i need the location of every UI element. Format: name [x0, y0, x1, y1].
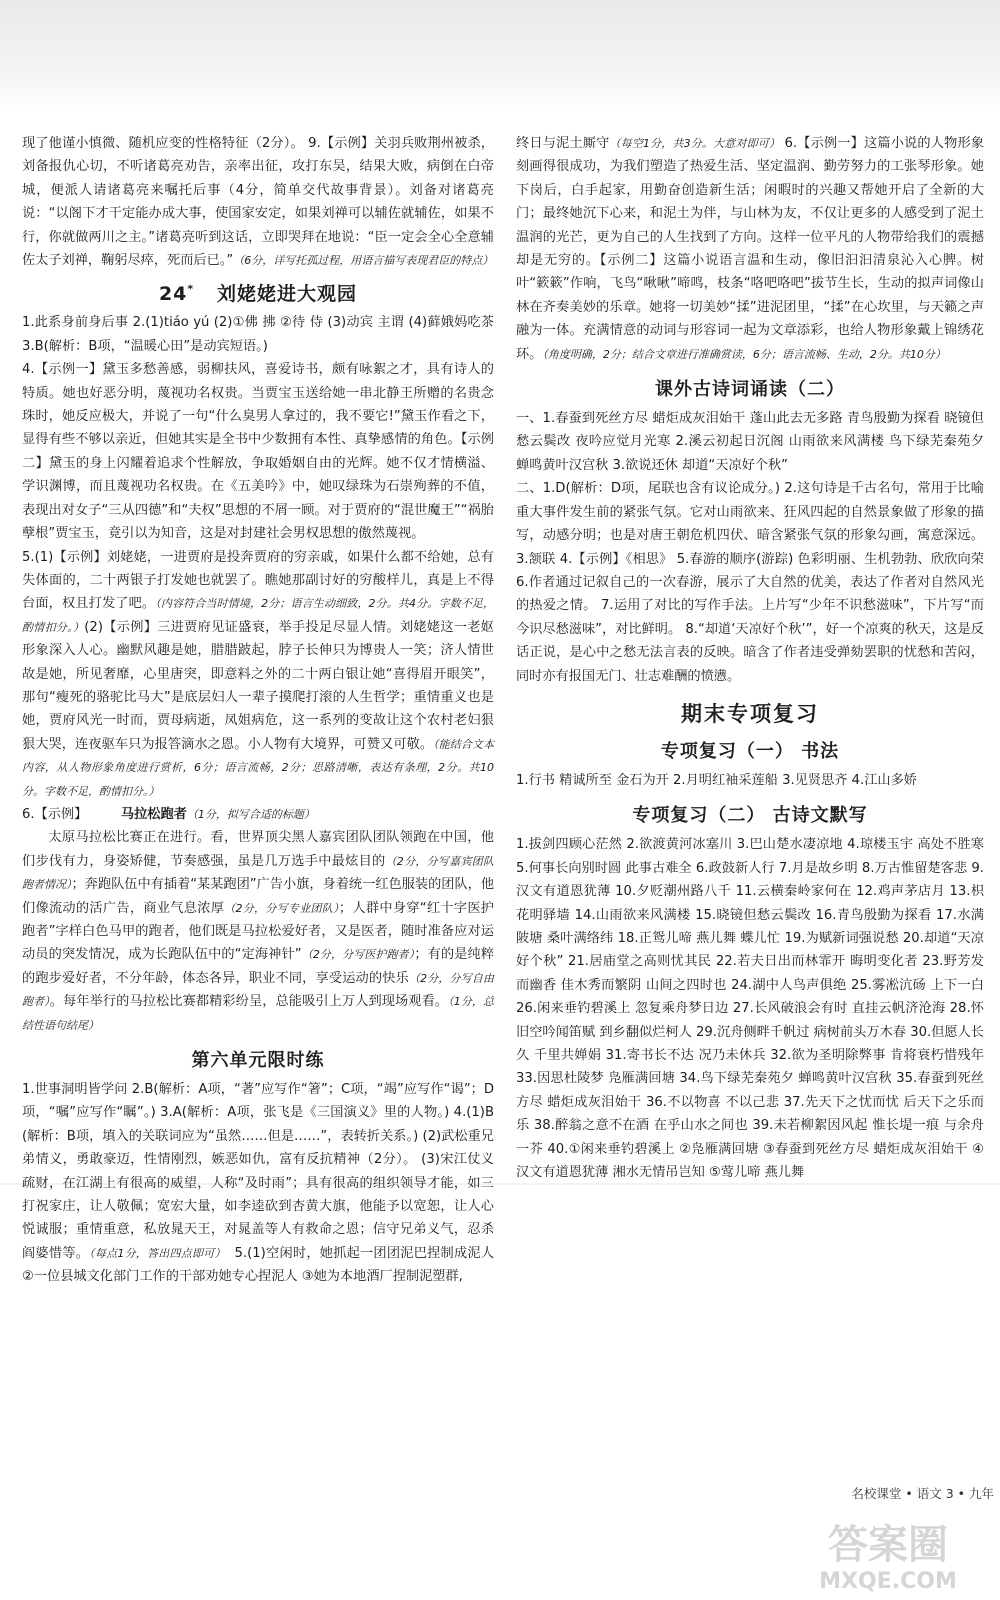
watermark-sub-text: MXQE.COM — [819, 1569, 957, 1594]
watermark-logo — [780, 1510, 996, 1595]
lesson-24-q1-3: 1.此系身前身后事 2.(1)tiáo yú (2)①佛 拂 ②待 侍 (3)动宾 主谓 (4)藓娥妈吃茶 3.B(解析：B项，“温暖心田”是动宾短语。) — [22, 315, 494, 354]
lesson-24-heading: 24* 刘姥姥进大观园 — [158, 283, 358, 306]
review-2-heading: 专项复习（二） 古诗文默写 — [632, 805, 868, 827]
unit-6-answers: 1.世事洞明皆学问 2.B(解析：A项，“著”应写作“箸”；C项，“竭”应写作“谒”；D项，“嘱”应写作“瞩”。) 3.A(解析：A项，张飞是《三国演义》里的人物。) 4.(1)B(解析：B项，填入的关联词应为“虽然……但是……”，表转折关系。) (2)武松重兄弟情义，勇敢豪迈，性情刚烈，嫉恶如仇，富有反抗精神（2分）。 (3)宋江仗义疏财，在江湖上有很高的威望，人称“及时雨”；具有很高的组织领导才能，如三打祝家庄，让人敬佩；宽宏大量，如李逵砍到杏黄大旗，他能予以宽恕，让人心悦诚服；重情重意，私放晁天王，对晁盖等人有救命之恩；信守兄弟义气，忍杀阎婆惜等。（每点1分，答出四点即可） 5.(1)空闲时，她抓起一团团泥巴捏制成泥人 ②一位县城文化部门工作的干部劝她专心捏泥人 ③她为本地酒厂捏制泥塑群, — [22, 1082, 495, 1285]
poetry-part-1: 一、1.春蚕到死丝方尽 蜡炬成灰泪始干 蓬山此去无多路 青鸟殷勤为探看 晓镜但愁云鬓改 夜吟应觉月光寒 2.溪云初起日沉阁 山雨欲来风满楼 鸟下绿芜秦苑夕 蝉鸣黄叶汉宫秋 3.欲说还休 却道“天凉好个秋” — [516, 411, 984, 473]
answer-intro: 现了他谨小慎微、随机应变的性格特征（2分）。 9.【示例】关羽兵败荆州被杀，刘备报仇心切，不听诸葛亮劝告，亲率出征，攻打东吴，结果大败，病倒在白帝城，便派人请诸葛亮来嘱托后事（4分，简单交代故事背景）。刘备对诸葛亮说：“以阁下才干定能办成大事，使国家安定，如果刘禅可以辅佐就辅佐，如果不行，你就做两川之主。”诸葛亮听到这话，立即哭拜在地说：“臣一定会全心全意辅佐太子刘禅，鞠躬尽瘁，死而后已。”（6分，详写托孤过程，用语言描写表现君臣的特点） — [22, 136, 494, 269]
left-column — [22, 132, 494, 1289]
lesson-24-q6-essay: 太原马拉松比赛正在进行。看，世界顶尖黑人嘉宾团队团队领跑在中国，他们步伐有力，身姿矫健，节奏感强，虽是几万选手中最炫目的（2分，分写嘉宾团队跑者情况）；奔跑队伍中有插着“某某跑团”广告小旗，身着统一红色服装的团队，他们像流动的活广告，商业气息浓厚（2分，分写专业团队）；人群中身穿“红十字医护跑者”字样白色马甲的跑者，他们既是马拉松爱好者，又是医者，随时准备应对运动员的突发情况，成为长跑队伍中的“定海神针”（2分，分写医护跑者）；有的是纯粹的跑步爱好者，不分年龄，体态各异，职业不同，享受运动的快乐（2分，分写自由跑者）。每年举行的马拉松比赛都精彩纷呈，总能吸引上万人到现场观看。（1分，总结性语句结尾） — [22, 830, 495, 1032]
final-review-heading: 期末专项复习 — [681, 701, 819, 726]
poetry-part-2: 二、1.D(解析：D项，尾联也含有议论成分。) 2.这句诗是千古名句，常用于比喻重大事件发生前的紧张气氛。它对山雨欲来、狂风四起的自然景象做了形象的描写，动感分明；也是对唐王朝危机四伏、暗含紧张气氛的形象勾画，寓意深远。 3.颔联 4.【示例】《相思》 5.春游的顺序(游踪) 色彩明丽、生机勃勃、欣欣向荣 6.作者通过记叙自己的一次春游，展示了大自然的优美，表达了作者对自然风光的热爱之情。 7.运用了对比的写作手法。上片写“少年不识愁滋味”，下片写“而今识尽愁滋味”，对比鲜明。 8.“却道‘天凉好个秋’”，好一个凉爽的秋天，这是反话正说，是心中之愁无法言表的反映。暗含了作者违受弹劾罢职的忧愁和苦闷，同时亦有报国无门、壮志难酬的愤懑。 — [516, 481, 984, 684]
review-2-answers: 1.拔剑四顾心茫然 2.欲渡黄河冰塞川 3.巴山楚水凄凉地 4.琼楼玉宇 高处不胜寒 5.何事长向别时圆 此事古难全 6.政鼓新人行 7.月是故乡明 8.万古惟留楚客悲 9.汉文有道恩犹薄 10.夕贬潮州路八千 11.云横秦岭家何在 12.鸡声茅店月 13.枳花明驿墙 14.山雨欲来风满楼 15.晓镜但愁云鬓改 16.青鸟殷勤为探看 17.水满陂塘 桑叶满络纬 18.正鸳儿啼 燕儿舞 蝶儿忙 19.为赋新词强说愁 20.却道“天凉好个秋” 21.居庙堂之高则忧其民 22.若夫日出而林霏开 晦明变化者 23.野芳发而幽香 佳木秀而繁阴 山间之四时也 24.湖中人鸟声俱绝 25.雾凇沆砀 上下一白 26.闲来垂钓碧溪上 忽复乘舟梦日边 27.长风破浪会有时 直挂云帆济沧海 28.怀旧空吟闻笛赋 到乡翻似烂柯人 29.沉舟侧畔千帆过 病树前头万木春 30.但愿人长久 千里共婵娟 31.寄书长不达 况乃未休兵 32.欲为圣明除弊事 肯将衰朽惜残年 33.因思杜陵梦 凫雁满回塘 34.鸟下绿芜秦苑夕 蝉鸣黄叶汉宫秋 35.春蚕到死丝方尽 蜡炬成灰泪始干 36.不以物喜 不以己悲 37.先天下之忧而忧 后天下之乐而乐 38.醉翁之意不在酒 在乎山水之间也 39.未若柳絮因风起 惟长堤一痕 与余舟一芥 40.①闲来垂钓碧溪上 ②凫雁满回塘 ③春蚕到死丝方尽 蜡炬成灰泪始干 ④汉文有道恩犹薄 湘水无情吊岂知 ⑤莺儿啼 燕儿舞 — [516, 837, 984, 1181]
lesson-24-q5-1: 5.(1)【示例】刘姥姥，一进贾府是投奔贾府的穷亲戚，如果什么都不给她，总有失体面的，二十两银子打发她也就罢了。瞧她那副讨好的穷酸样儿，真是上不得台面，权且打发了吧。（内容符合当时情境，2分；语言生动细致，2分。共4分。字数不足，酌情扣分。）(2)【示例】三进贾府见证盛衰，举手投足尽显人情。刘姥姥这一老妪形象深入人心。幽默风趣是她，腊腊跛起，脖子长伸只为博贵人一笑；济人情世故是她，所见奢靡，心里唐突，即意料之外的二十两白银让她“喜得眉开眼笑”，那句“瘦死的骆驼比马大”是底层妇人一辈子摸爬打滚的人生哲学；重情重义也是她，贾府风光一时而，贾母病逝，凤姐病危，这一系列的变故让这个农村老妇狠狠大哭，连夜驱车只为报答滴水之恩。小人物有大境界，可赞又可敬。（能结合文本内容，从人物形象角度进行赏析，6分；语言流畅，2分；思路清晰，表达有条理，2分。共10分。字数不足，酌情扣分。） — [22, 549, 494, 798]
lesson-24-q6-title: 6.【示例】 马拉松跑者（1分，拟写合适的标题） — [22, 806, 315, 822]
review-1-heading: 专项复习（一） 书法 — [660, 740, 840, 762]
unit-6-heading: 第六单元限时练 — [191, 1050, 325, 1072]
ancient-poetry-heading: 课外古诗词诵读（二） — [655, 379, 845, 401]
page-footer: 名校课堂 • 语文 3 • 九年 — [851, 1486, 994, 1501]
review-1-answers: 1.行书 精诚所至 金石为开 2.月明红袖采莲船 3.见贤思齐 4.江山多娇 — [516, 772, 917, 788]
right-intro: 终日与泥土厮守（每空1分，共3分。大意对即可） 6.【示例一】这篇小说的人物形象刻画得很成功，为我们塑造了热爱生活、坚定温润、勤劳努力的工张琴形象。她下岗后，白手起家，用勤奋创造新生活；闲暇时的兴趣又帮她开启了全新的大门；最终她沉下心来，和泥土为伴，与山林为友，不仅让更多的人感受到了泥土温润的光芒，更为自己的人生找到了方向。这样一位平凡的人物带给我们的震撼却是无穷的。【示例二】这篇小说语言温和生动，像旧汩汩清泉沁入心脾。树叶“簌簌”作响，飞鸟“啾啾”啼鸣，枝条“咯吧咯吧”拔节生长，生动的拟声词像山林在齐奏美妙的乐章。她将一切美妙“揉”进泥团里，“揉”在心坎里，与天籁之声融为一体。充满情意的动词与形容词一起为文章添彩，也给人物形象戴上锦绣花环。（角度明确，2分；结合文章进行准确赏读，6分；语言流畅、生动，2分。共10分） — [516, 136, 985, 362]
watermark-main-text: 答案圈 — [828, 1522, 948, 1568]
lesson-24-q4: 4.【示例一】黛玉多愁善感，弱柳扶风，喜爱诗书，颇有咏絮之才，具有诗人的特质。她也好恶分明，蔑视功名权贵。当贾宝玉送给她一串北静王所赠的名贵念珠时，她反应极大，并说了一句“什么臭男人拿过的，我不要它!”黛玉作看之下，显得有些不够以亲近，但她其实是全书中少数拥有本性、真挚感情的角色。【示例二】黛玉的身上闪耀着追求个性解放，争取婚姻自由的光辉。她不仅才情横溢、学识渊博，而且蔑视功名权贵。在《五美吟》中，她叹绿珠为石崇殉葬的不值，表现出对女子“三从四德”和“夫权”思想的不屑一顾。对于贾府的“混世魔王”“祸胎孽根”贾宝玉，竟引以为知音，这是对封建社会男权思想的傲然蔑视。 — [22, 362, 494, 542]
scan-top-band — [0, 0, 1000, 110]
right-column — [516, 132, 984, 1184]
